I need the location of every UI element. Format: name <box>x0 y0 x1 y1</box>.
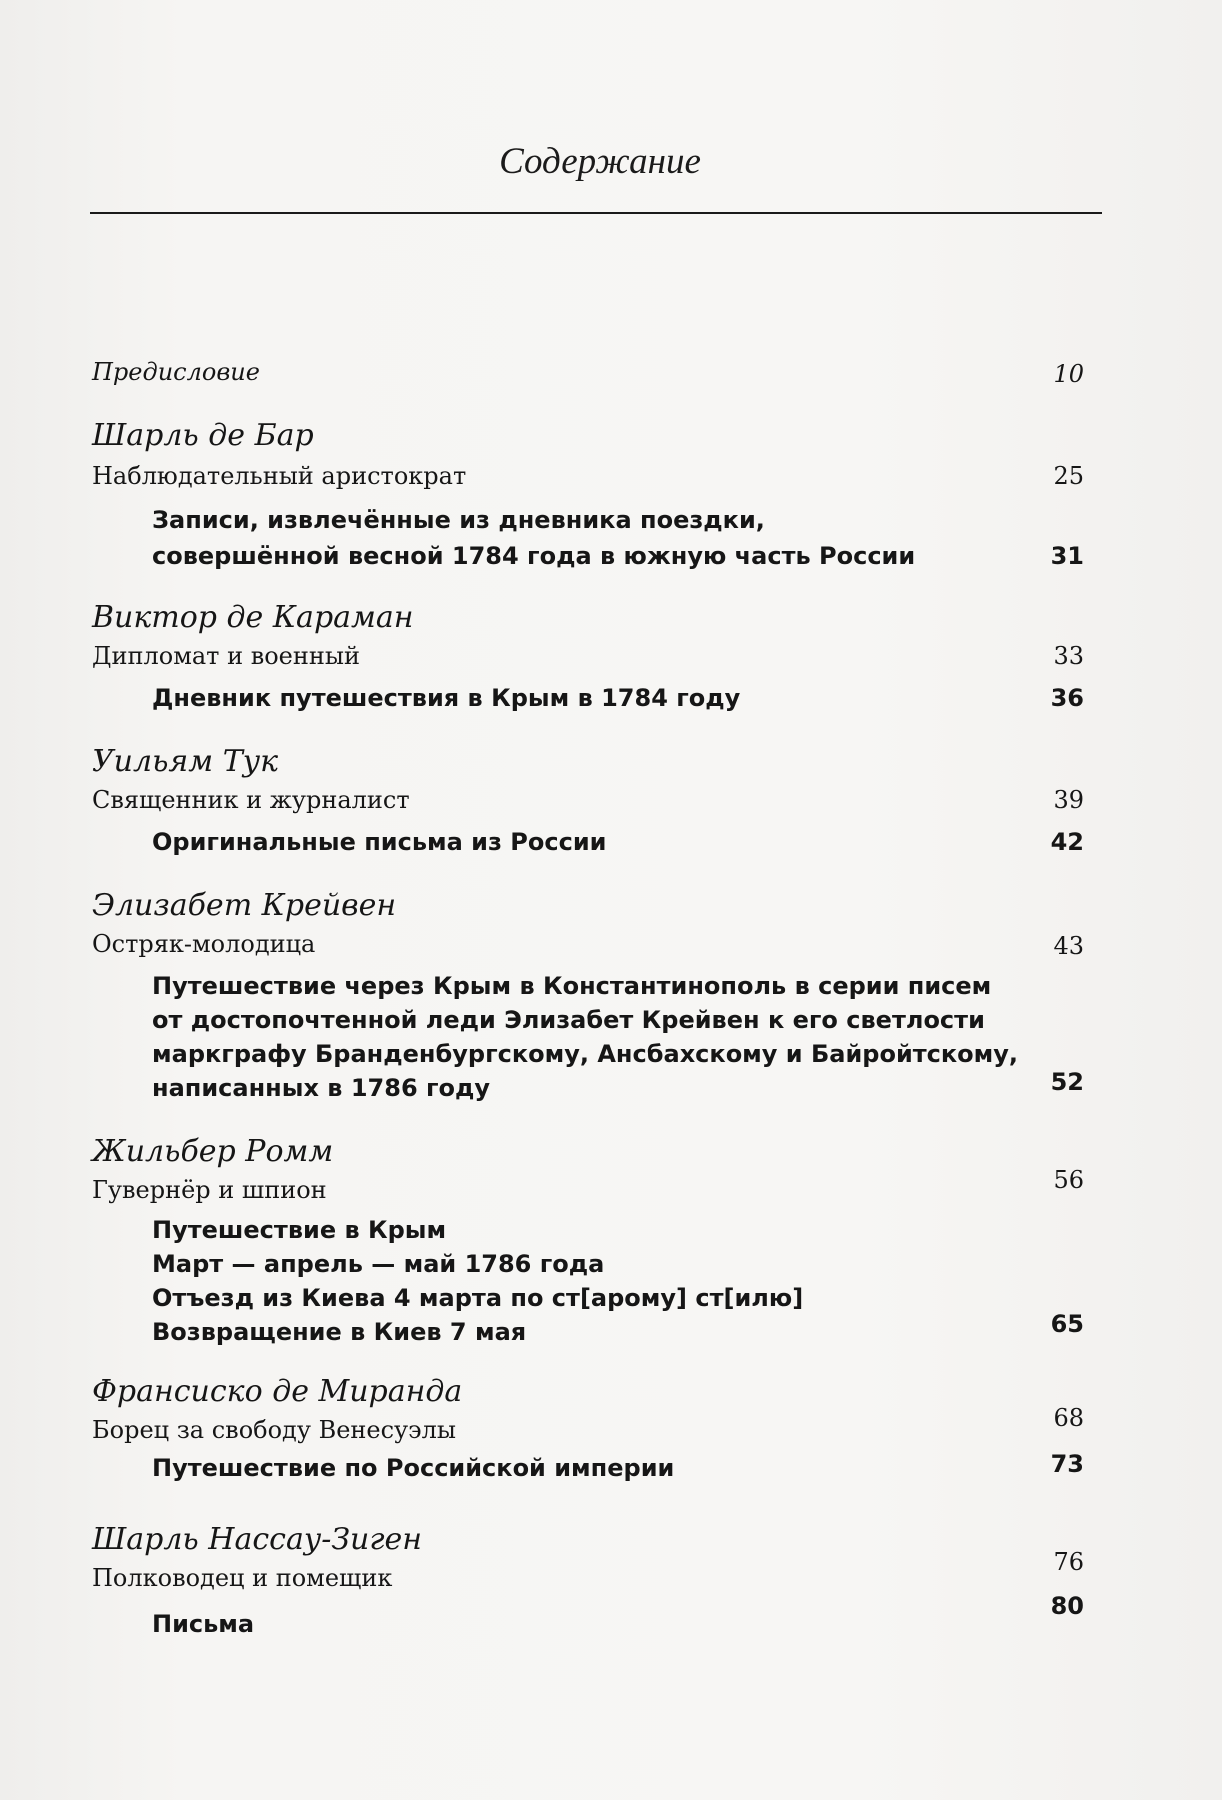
work-title-line: Возвращение в Киев 7 мая <box>152 1318 527 1346</box>
author-role: Борец за свободу Венесуэлы <box>92 1416 456 1444</box>
work-page: 36 <box>1050 684 1084 712</box>
work-page: 42 <box>1050 828 1084 856</box>
author-role: Наблюдательный аристократ <box>92 462 467 490</box>
work-title-line: Оригинальные письма из России <box>152 828 607 856</box>
title-rule <box>90 212 1102 214</box>
author-name: Виктор де Караман <box>92 600 414 635</box>
work-title-line: Записи, извлечённые из дневника поездки, <box>152 506 765 534</box>
page-title: Содержание <box>499 141 701 182</box>
author-role: Гувернёр и шпион <box>92 1176 327 1204</box>
role-page: 76 <box>1053 1548 1084 1576</box>
role-page: 43 <box>1053 932 1084 960</box>
work-page: 52 <box>1050 1068 1084 1096</box>
preface-page: 10 <box>1053 360 1084 388</box>
work-title-line: Март — апрель — май 1786 года <box>152 1250 605 1278</box>
work-page: 80 <box>1050 1592 1084 1620</box>
author-name: Уильям Тук <box>92 744 279 779</box>
work-page: 31 <box>1050 542 1084 570</box>
preface-label: Предисловие <box>92 358 260 386</box>
work-title-line: Путешествие через Крым в Константинополь в серии писем <box>152 972 992 1000</box>
author-role: Дипломат и военный <box>92 642 360 670</box>
author-name: Шарль де Бар <box>92 418 314 453</box>
author-name: Шарль Нассау-Зиген <box>92 1522 423 1557</box>
work-title-line: маркграфу Бранденбургскому, Ансбахскому и Байройтскому, <box>152 1040 1019 1068</box>
role-page: 25 <box>1053 462 1084 490</box>
work-page: 73 <box>1050 1450 1084 1478</box>
role-page: 33 <box>1053 642 1084 670</box>
work-title-line: Путешествие в Крым <box>152 1216 447 1244</box>
author-name: Элизабет Крейвен <box>92 888 397 923</box>
work-title-line: от достопочтенной леди Элизабет Крейвен к его светлости <box>152 1006 985 1034</box>
work-page: 65 <box>1050 1310 1084 1338</box>
author-role: Остряк-молодица <box>92 930 316 958</box>
work-title-line: Письма <box>152 1610 255 1638</box>
work-title-line: совершённой весной 1784 года в южную часть России <box>152 542 916 570</box>
work-title-line: Дневник путешествия в Крым в 1784 году <box>152 684 741 712</box>
work-title-line: Отъезд из Киева 4 марта по ст[арому] ст[илю] <box>152 1284 804 1312</box>
author-role: Полководец и помещик <box>92 1564 393 1592</box>
role-page: 56 <box>1053 1166 1084 1194</box>
role-page: 39 <box>1053 786 1084 814</box>
role-page: 68 <box>1053 1404 1084 1432</box>
author-role: Священник и журналист <box>92 786 410 814</box>
work-title-line: Путешествие по Российской империи <box>152 1454 675 1482</box>
author-name: Франсиско де Миранда <box>92 1374 463 1409</box>
author-name: Жильбер Ромм <box>92 1134 334 1169</box>
work-title-line: написанных в 1786 году <box>152 1074 491 1102</box>
